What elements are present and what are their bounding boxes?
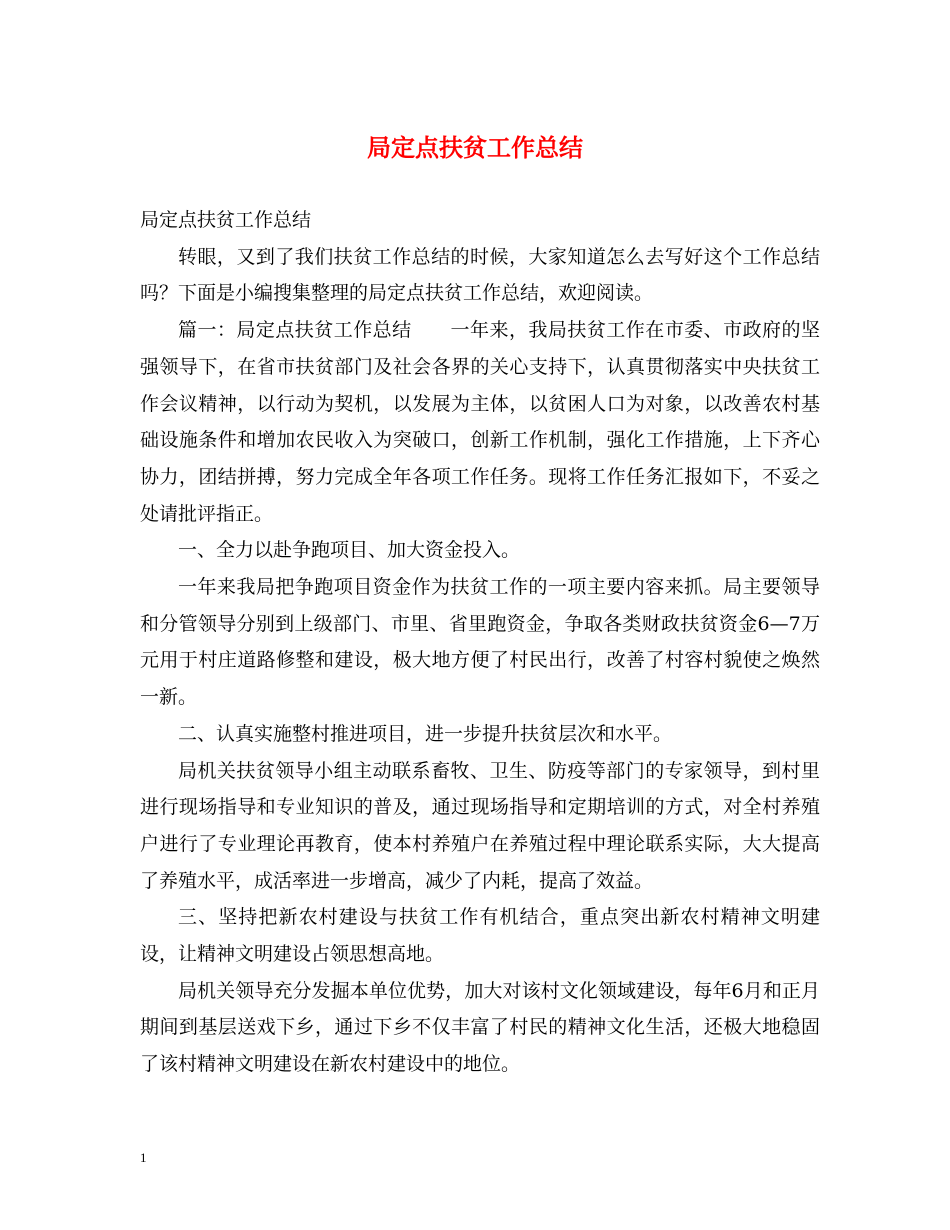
paragraph-section-2: 局机关扶贫领导小组主动联系畜牧、卫生、防疫等部门的专家领导，到村里进行现场指导和专业知识的普及，通过现场指导和定期培训的方式，对全村养殖户进行了专业理论再教育，使本村养殖户在养殖过程中理论联系实际，大大提高了养殖水平，成活率进一步增高，减少了内耗，提高了效益。	[140, 759, 820, 892]
paragraph-intro: 转眼，又到了我们扶贫工作总结的时候，大家知道怎么去写好这个工作总结吗？下面是小编搜集整理的局定点扶贫工作总结，欢迎阅读。	[140, 245, 820, 305]
paragraph-part-one: 篇一：局定点扶贫工作总结 一年来，我局扶贫工作在市委、市政府的坚强领导下，在省市扶贫部门及社会各界的关心支持下，认真贯彻落实中央扶贫工作会议精神，以行动为契机，以发展为主体，以贫困人口为对象，以改善农村基础设施条件和增加农民收入为突破口，创新工作机制，强化工作措施，上下齐心协力，团结拼搏，努力完成全年各项工作任务。现将工作任务汇报如下，不妥之处请批评指正。	[140, 319, 820, 525]
document-body	[140, 202, 820, 1083]
section-heading-3: 三、坚持把新农村建设与扶贫工作有机结合，重点突出新农村精神文明建设，让精神文明建设占领思想高地。	[140, 906, 820, 966]
paragraph-section-3: 局机关领导充分发掘本单位优势，加大对该村文化领域建设，每年6月和正月期间到基层送戏下乡，通过下乡不仅丰富了村民的精神文化生活，还极大地稳固了该村精神文明建设在新农村建设中的地位。	[140, 979, 820, 1076]
document-title: 局定点扶贫工作总结	[367, 133, 583, 162]
page-number: 1	[140, 1150, 147, 1165]
section-heading-1: 一、全力以赴争跑项目、加大资金投入。	[178, 539, 521, 562]
section-heading-2: 二、认真实施整村推进项目，进一步提升扶贫层次和水平。	[178, 722, 673, 745]
paragraph-section-1: 一年来我局把争跑项目资金作为扶贫工作的一项主要内容来抓。局主要领导和分管领导分别到上级部门、市里、省里跑资金，争取各类财政扶贫资金6—7万元用于村庄道路修整和建设，极大地方便了村民出行，改善了村容村貌使之焕然一新。	[140, 576, 820, 709]
paragraph-heading: 局定点扶贫工作总结	[140, 209, 312, 231]
